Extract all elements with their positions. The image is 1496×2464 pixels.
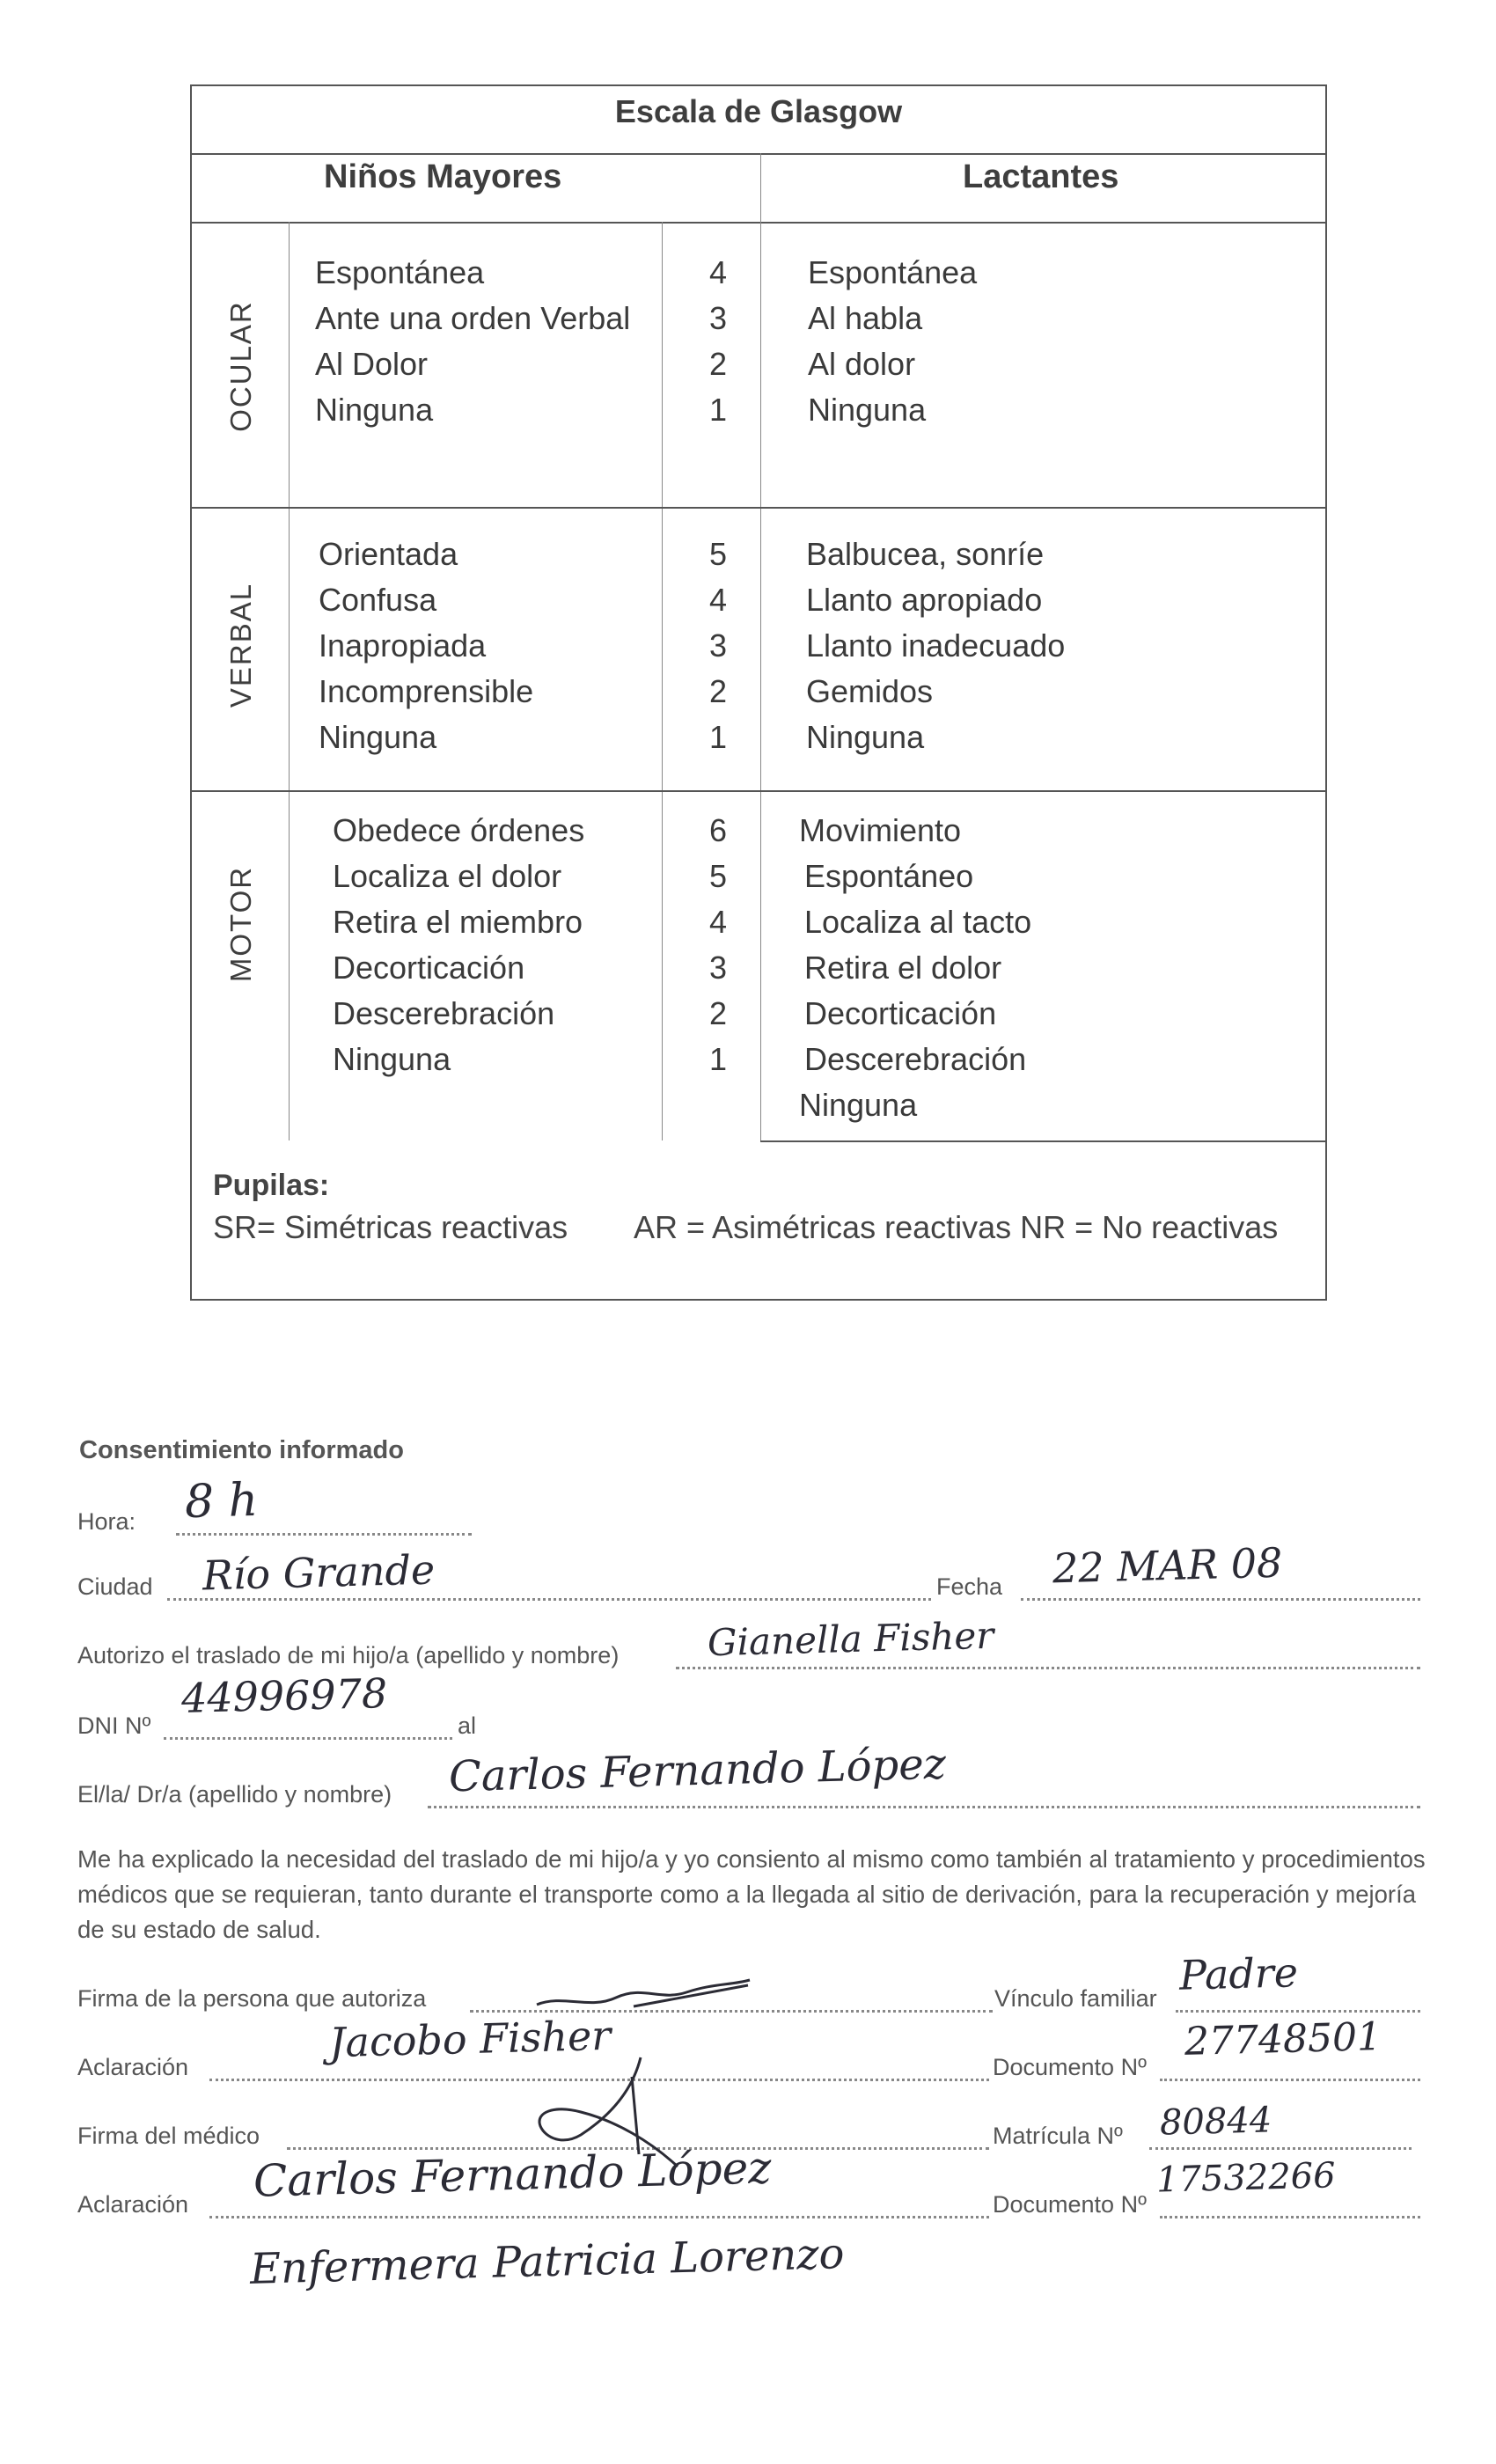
verbal-scores [700,532,736,760]
aclaracion-value-2: Carlos Fernando López [253,2142,773,2207]
list-item: Inapropiada [319,627,487,664]
motor-infants-list [799,808,1031,1128]
documento-label-2: Documento Nº [993,2191,1147,2218]
nurse-note: Enfermera Patricia Lorenzo [249,2229,846,2294]
ciudad-label: Ciudad [77,1573,153,1600]
score: 4 [708,582,728,618]
dni-field[interactable] [164,1737,452,1740]
vinculo-label: Vínculo familiar [994,1985,1157,2012]
aclaracion-field-2[interactable] [209,2216,989,2218]
list-item: Incomprensible [319,673,534,709]
column-header-infants: Lactantes [963,158,1119,195]
divider [192,153,1325,155]
list-item: Llanto inadecuado [806,627,1066,664]
score: 6 [708,812,728,848]
list-item: Retira el miembro [333,904,583,940]
fecha-field[interactable] [1021,1598,1420,1601]
list-item: Espontáneo [804,858,974,894]
verbal-older-list [319,532,533,760]
list-item: Obedece órdenes [333,812,585,848]
score: 3 [708,950,728,986]
list-item: Localiza al tacto [804,904,1032,940]
list-item: Decorticación [804,995,997,1031]
pupilas-ar-nr: AR = Asimétricas reactivas NR = No reactivas [634,1209,1279,1245]
score: 1 [708,392,728,428]
score: 5 [708,858,728,894]
ciudad-value: Río Grande [202,1545,436,1600]
aclaracion-value-1: Jacobo Fisher [328,2011,612,2067]
list-item: Ninguna [808,392,927,428]
autorizo-value: Gianella Fisher [707,1613,994,1665]
divider [760,222,761,1140]
divider [192,222,1325,224]
autorizo-field[interactable] [676,1667,1420,1669]
documento-label-1: Documento Nº [993,2054,1147,2080]
firma-autoriza-label: Firma de la persona que autoriza [77,1985,427,2012]
score: 1 [708,1041,728,1077]
score: 4 [708,904,728,940]
divider [192,790,1325,792]
list-item: Ninguna [319,719,437,755]
list-item: Al dolor [808,346,916,382]
firma-medico-label: Firma del médico [77,2123,260,2149]
dni-label: DNI Nº [77,1712,151,1739]
divider [760,1140,1325,1142]
column-header-older-children: Niños Mayores [324,158,562,195]
list-item: Llanto apropiado [806,582,1043,618]
score: 4 [708,254,728,290]
list-item: Decorticación [333,950,525,986]
pupilas-sr: SR= Simétricas reactivas [213,1209,568,1245]
list-item: Balbucea, sonríe [806,536,1045,572]
doctor-label: El/la/ Dr/a (apellido y nombre) [77,1781,392,1808]
documento-value-1: 27748501 [1184,2014,1382,2064]
vinculo-field[interactable] [1176,2010,1420,2013]
list-item: Al habla [808,300,923,336]
list-item: Localiza el dolor [333,858,562,894]
autorizo-label: Autorizo el traslado de mi hijo/a (apellido y nombre) [77,1642,620,1668]
table-title: Escala de Glasgow [614,93,903,129]
list-item: Ninguna [333,1041,451,1077]
list-item: Ninguna [799,1087,918,1123]
list-item: Ninguna [315,392,434,428]
hora-value: 8 h [184,1473,259,1529]
divider [289,222,290,1140]
doctor-value: Carlos Fernando López [448,1739,947,1802]
divider [760,153,761,222]
score: 5 [708,536,728,572]
ciudad-field[interactable] [167,1598,931,1601]
divider [192,507,1325,509]
divider [662,222,663,1140]
documento-field-1[interactable] [1160,2079,1420,2081]
score: 1 [708,719,728,755]
documento-field-2[interactable] [1160,2216,1420,2218]
score: 2 [708,673,728,709]
list-item: Gemidos [806,673,934,709]
ocular-infants-list [808,250,977,433]
doctor-field[interactable] [428,1806,1420,1808]
al-label: al [458,1712,477,1739]
list-item: Descerebración [333,995,555,1031]
fecha-label: Fecha [936,1573,1003,1600]
motor-scores [700,808,736,1082]
matricula-field[interactable] [1149,2147,1412,2150]
list-item: Ninguna [806,719,925,755]
consent-paragraph: Me ha explicado la necesidad del traslado de mi hijo/a y yo consiento al mismo como también al tratamiento y procedimientos médicos que se requieran, tanto durante el transporte como a la llegada al sitio de derivación, para la recuperación y mejoría de su estado de salud. [77,1845,1426,1943]
matricula-label: Matrícula Nº [993,2123,1123,2149]
list-item: Al Dolor [315,346,429,382]
hora-field[interactable] [176,1533,472,1536]
ocular-scores [700,250,736,433]
vinculo-value: Padre [1178,1948,1299,1999]
glasgow-scale-table: Escala de Glasgow Niños Mayores Lactantes OCULAR Espontánea Ante una orden Verbal Al Dolor Ninguna 4 3 2 1 Espontánea Al habla Al dolor Ninguna VERBAL Orientada Confusa Inapropiada Incomprensible Ninguna 5 4 3 2 1 Balbucea, sonríe Llanto apropiado Llanto inadecuado Gemidos Ninguna MOTOR Obedece órdenes Localiza el dolor Retira el miembro Decorticación Descerebración Ninguna 6 5 4 3 2 1 Movimiento Espontáneo Localiza al tacto Retira el dolor Decorticación Descerebración Ninguna Pupilas: SR= Simétricas reactivas AR = Asimétricas reactivas NR = No reactivas [190,84,1327,1301]
hora-label: Hora: [77,1508,136,1535]
verbal-infants-list [806,532,1065,760]
score: 2 [708,346,728,382]
score: 2 [708,995,728,1031]
score: 3 [708,627,728,664]
list-item: Retira el dolor [804,950,1002,986]
aclaracion-label-1: Aclaración [77,2054,189,2080]
score: 3 [708,300,728,336]
list-item: Descerebración [804,1041,1027,1077]
list-item: Movimiento [799,812,962,848]
list-item: Ante una orden Verbal [315,300,631,336]
list-item: Orientada [319,536,458,572]
pupilas-heading: Pupilas: [213,1169,330,1202]
aclaracion-label-2: Aclaración [77,2191,189,2218]
ocular-older-list [315,250,630,433]
list-item: Confusa [319,582,437,618]
consent-heading: Consentimiento informado [79,1436,404,1464]
documento-value-2: 17532266 [1155,2155,1337,2201]
matricula-value: 80844 [1159,2100,1272,2144]
signature-autoriza [528,1975,757,2017]
list-item: Espontánea [315,254,485,290]
fecha-value: 22 MAR 08 [1052,1538,1283,1593]
motor-older-list [333,808,584,1082]
list-item: Espontánea [808,254,978,290]
dni-value: 44996978 [180,1668,388,1723]
